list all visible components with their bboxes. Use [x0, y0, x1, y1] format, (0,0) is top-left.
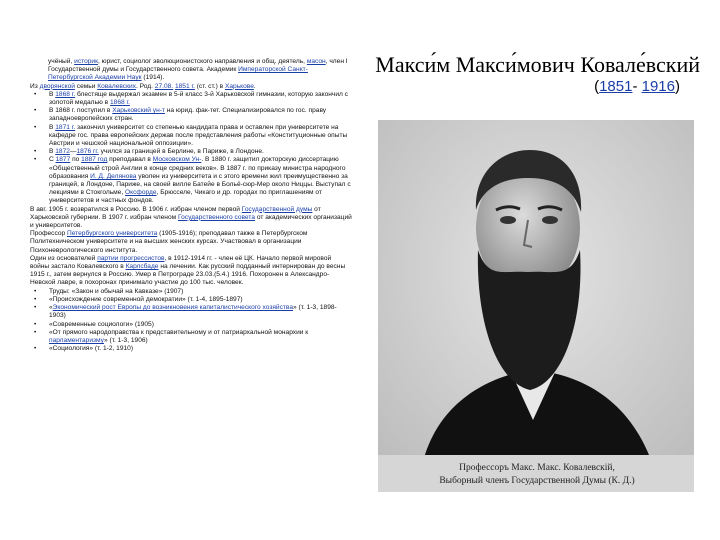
bio-text: учёный, — [48, 58, 75, 65]
bio-link[interactable]: Петербургского университета — [67, 230, 158, 238]
caption-line-2: Выборный членъ Государственной Думы (К. Д.) — [439, 476, 635, 486]
bullet-item — [30, 156, 352, 205]
bio-text: (1905-1916); преподавал также в Петербургском Политехническом университете и на высших женских курсах. Участвовал в организации Психоневрологического института. — [30, 230, 308, 254]
bio-link[interactable]: Харькове — [224, 82, 254, 90]
bullet-item — [30, 296, 352, 304]
bullet-item — [30, 288, 352, 296]
bio-text: , Брюсселе, Чикаго и др. городах по приглашениям от университетов и частных фондов. — [49, 189, 322, 205]
bio-text: «От прямого народоправства к представительному и от патриархальной монархии к — [49, 328, 309, 336]
bio-link[interactable]: 1868 г. — [55, 90, 76, 98]
bio-text: от академических организаций и университетов. — [30, 213, 352, 230]
bio-link[interactable]: масон — [306, 58, 326, 65]
bio-link[interactable]: 1872 — [55, 148, 70, 156]
bio-text: (1914). — [141, 74, 165, 82]
bio-text: , юрист, социолог эволюционистского направления и общ. деятель, — [97, 58, 307, 65]
bio-professor — [30, 230, 352, 255]
portrait-photo — [378, 120, 694, 492]
bio-text: В — [49, 148, 56, 156]
bio-text: , в 1912-1914 гг. - член её ЦК. Начало первой мировой войны застало Ковалевского в — [30, 254, 332, 271]
bio-text: Труды: «Закон и обычай на Кавказе» (1907) — [49, 287, 184, 295]
life-years — [358, 78, 680, 95]
bio-link[interactable]: Ковалевских — [97, 82, 136, 90]
bio-link[interactable]: 1876 гг. — [76, 148, 99, 156]
bio-return — [30, 206, 352, 231]
bio-text: от Харьковской губернии. В 1907 г. избран членом — [30, 205, 321, 221]
bio-link[interactable]: Императорской Санкт-Петербургской Академии Наук — [48, 66, 308, 82]
bullet-item — [30, 329, 352, 345]
bio-text: С — [49, 156, 56, 164]
bio-text: . Род. — [135, 82, 155, 90]
bio-link[interactable]: Государственного совета — [177, 213, 255, 221]
bio-link[interactable]: парламентаризму — [49, 336, 105, 344]
bio-text: . — [253, 82, 256, 90]
bio-link[interactable]: 1887 год — [81, 156, 108, 164]
bio-text: В — [49, 90, 56, 98]
bio-text: преподавал в — [107, 156, 153, 164]
bio-link[interactable]: 1868 г. — [110, 99, 130, 107]
bio-text: — — [69, 148, 77, 156]
bullet-item — [30, 321, 352, 329]
bio-link[interactable]: партии прогрессистов — [97, 254, 165, 262]
years-close: ) — [675, 78, 680, 95]
birth-year-link[interactable]: 1851 — [599, 78, 633, 95]
bio-text: Профессор — [30, 230, 67, 238]
bio-founder — [30, 255, 352, 288]
bio-link[interactable]: Экономический рост Европы до возникновения капиталистического хозяйства — [52, 304, 294, 312]
bio-text: семьи — [74, 82, 98, 90]
bio-intro — [30, 58, 352, 83]
bio-text: , член I Государственной думы и Государственного совета. Академик — [48, 58, 348, 74]
bio-text: Из — [30, 82, 40, 90]
bio-text: » (т. 1-3, 1898-1903) — [49, 304, 337, 320]
bio-text: (ст. ст.) в — [194, 82, 225, 90]
bullet-item — [30, 124, 352, 149]
photo-eye-left — [500, 216, 516, 224]
bullet-item — [30, 91, 352, 107]
caption-line-1: Профессоръ Макс. Макс. Ковалевскій, — [459, 463, 615, 473]
bio-text: В 1868 г. поступил в — [49, 107, 113, 115]
page-title: Макси́м Макси́мович Ковале́вский — [375, 52, 700, 77]
bio-text: блестяще выдержал экзамен в 5-й класс 3-й Харьковской гимназии, которую закончил с золотой медалью в — [49, 90, 348, 107]
bio-link[interactable]: Харьковский ун-т — [112, 107, 165, 115]
biography-text — [30, 58, 352, 353]
bio-link[interactable]: Оксфорде — [125, 189, 157, 197]
bio-link[interactable]: Московском Ун- — [152, 156, 202, 164]
bio-text: на лечении. Как русский подданный интернирован до весны 1915 г., затем вернулся в Россию. Умер в Петрограде 23.03.(5.4.) 1916. Похоронен в Александро-Невской лавре, в похоронах принимало участие до 100 тыс. человек. — [30, 263, 346, 287]
bio-bullets-early — [30, 91, 352, 206]
bio-link[interactable]: 1871 г. — [55, 123, 76, 131]
bullet-item — [30, 107, 352, 123]
bio-text: закончил университет со степенью кандидата права и оставлен при университете на кафедре гос. права европейских держав после представления работы «Конституционные опыты Австрии и чешской национальной оппозиции». — [49, 123, 348, 148]
bio-text: . В 1880 г. защитил докторскую диссертацию «Общественный строй Англии в конце средних веков». В 1887 г. по приказу министра народного образования — [49, 156, 346, 180]
bullet-item — [30, 148, 352, 156]
bio-text: » (т. 1-3, 1906) — [104, 336, 148, 344]
bio-link[interactable]: 1851 г. — [174, 82, 195, 90]
photo-caption — [392, 462, 682, 488]
bullet-item — [30, 345, 352, 353]
bio-works-list — [30, 288, 352, 354]
bio-text: «Современные социологи» (1905) — [49, 320, 154, 328]
bio-link[interactable]: 27.08. — [154, 82, 174, 90]
bio-link[interactable]: 1877 — [55, 156, 71, 164]
bio-text: В — [49, 123, 56, 131]
bio-link[interactable]: Карлсбаде — [125, 263, 159, 271]
years-separator: - — [632, 78, 642, 95]
bio-text: Один из основателей — [30, 254, 98, 262]
photo-eye-right — [542, 216, 558, 224]
bio-link[interactable]: И. Д. Делянова — [90, 172, 137, 180]
bio-text: « — [49, 304, 53, 312]
bio-text: на юрид. фак-тет. Специализировался по гос. праву западноевропейских стран. — [49, 107, 327, 123]
bio-text: учился за границей в Берлине, в Париже, в Лондоне. — [98, 148, 264, 156]
death-year-link[interactable]: 1916 — [641, 78, 675, 95]
bio-link[interactable]: историк — [74, 58, 98, 65]
bio-text: по — [70, 156, 82, 164]
bio-link[interactable]: дворянской — [39, 82, 75, 90]
bio-text: В авг. 1905 г. возвратился в Россию. В 1906 г. избран членом первой — [30, 205, 242, 213]
bio-text: уволен из университета и с этого времени жил преимущественно за границей, в Лондоне, Париже, на своей вилле Батейе в Больё-сюр-Мер около Ниццы. Выступал с лекциями в Стокгольме, — [49, 172, 351, 197]
bio-text: «Происхождение современной демократии» (т. 1-4, 1895-1897) — [49, 295, 243, 303]
bullet-item — [30, 304, 352, 320]
bio-link[interactable]: Государственной думы — [241, 205, 313, 213]
years-open: ( — [594, 78, 600, 95]
bio-origin — [30, 83, 352, 91]
bio-text: «Социология» (т. 1-2, 1910) — [49, 345, 134, 353]
